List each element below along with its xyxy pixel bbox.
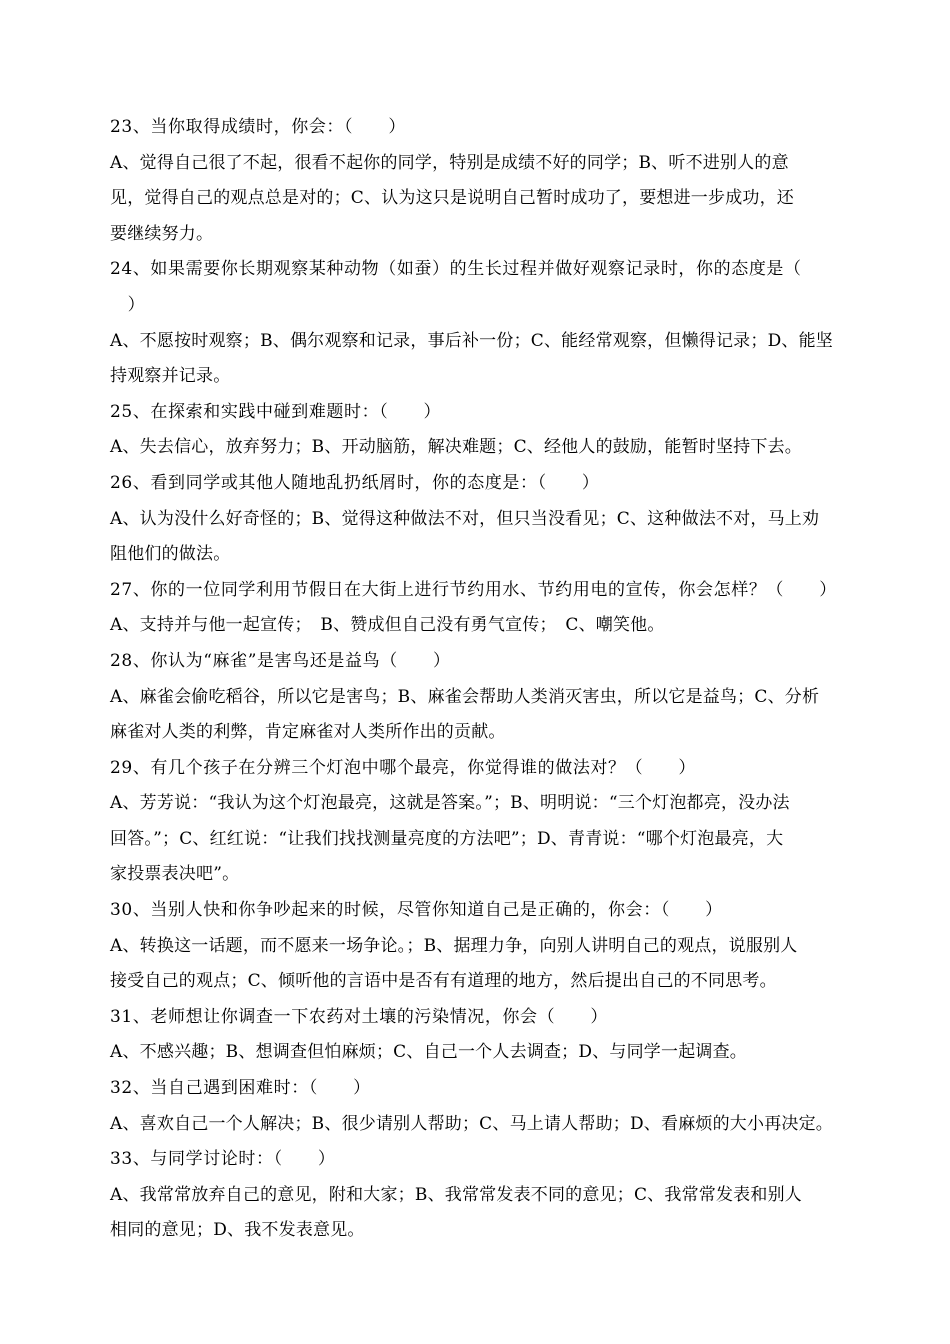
answer-options-line: A、不感兴趣；B、想调查但怕麻烦；C、自己一个人去调查；D、与同学一起调查。 xyxy=(110,1042,748,1063)
question-line: 25、在探索和实践中碰到难题时：（ ） xyxy=(110,401,442,422)
answer-options-line: 家投票表决吧”。 xyxy=(110,864,240,885)
answer-options-line: 持观察并记录。 xyxy=(110,366,231,387)
answer-options-line: 见，觉得自己的观点总是对的；C、认为这只是说明自己暂时成功了，要想进一步成功，还 xyxy=(110,188,795,209)
answer-options-line: A、喜欢自己一个人解决；B、很少请别人帮助；C、马上请人帮助；D、看麻烦的大小再决定。 xyxy=(110,1113,834,1134)
answer-options-line: A、转换这一话题，而不愿来一场争论。；B、据理力争，向别人讲明自己的观点，说服别人 xyxy=(110,935,798,956)
answer-options-line: 要继续努力。 xyxy=(110,223,214,244)
answer-options-line: 接受自己的观点；C、倾听他的言语中是否有有道理的地方，然后提出自己的不同思考。 xyxy=(110,971,777,992)
answer-options-line: A、芳芳说：“我认为这个灯泡最亮，这就是答案。”；B、明明说：“三个灯泡都亮，没办法 xyxy=(110,793,790,814)
answer-options-line: A、认为没什么好奇怪的；B、觉得这种做法不对，但只当没看见；C、这种做法不对，马上劝 xyxy=(110,508,820,529)
answer-options-line: A、支持并与他一起宣传； B、赞成但自己没有勇气宣传； C、嘲笑他。 xyxy=(110,615,665,636)
answer-options-line: 相同的意见；D、我不发表意见。 xyxy=(110,1220,365,1241)
answer-options-line: A、失去信心，放弃努力；B、开动脑筋，解决难题；C、经他人的鼓励，能暂时坚持下去。 xyxy=(110,437,802,458)
question-line: 23、当你取得成绩时，你会：（ ） xyxy=(110,117,406,137)
answer-options-line: 回答。”；C、红红说：“让我们找找测量亮度的方法吧”；D、青青说：“哪个灯泡最亮，大 xyxy=(110,828,784,849)
question-line: 26、看到同学或其他人随地乱扔纸屑时，你的态度是：（ ） xyxy=(110,472,600,493)
question-line: 27、你的一位同学利用节假日在大街上进行节约用水、节约用电的宣传，你会怎样？（ ） xyxy=(110,579,837,600)
question-line: 30、当别人快和你争吵起来的时候，尽管你知道自己是正确的，你会：（ ） xyxy=(110,900,723,921)
answer-options-line: A、麻雀会偷吃稻谷，所以它是害鸟；B、麻雀会帮助人类消灭害虫，所以它是益鸟；C、分析 xyxy=(110,686,820,707)
answer-options-line: A、我常常放弃自己的意见，附和大家；B、我常常发表不同的意见；C、我常常发表和别人 xyxy=(110,1184,802,1205)
answer-options-line: 麻雀对人类的利弊，肯定麻雀对人类所作出的贡献。 xyxy=(110,722,506,743)
question-line: 24、如果需要你长期观察某种动物（如蚕）的生长过程并做好观察记录时，你的态度是（ xyxy=(110,259,802,280)
question-line: 31、老师想让你调查一下农药对土壤的污染情况，你会（ ） xyxy=(110,1006,609,1027)
question-line: 29、有几个孩子在分辨三个灯泡中哪个最亮，你觉得谁的做法对？（ ） xyxy=(110,757,697,778)
question-line: 28、你认为“麻雀”是害鸟还是益鸟（ ） xyxy=(110,650,451,671)
question-line: ） xyxy=(110,294,146,315)
questionnaire-body xyxy=(110,110,850,1249)
answer-options-line: A、觉得自己很了不起，很看不起你的同学，特别是成绩不好的同学；B、听不进别人的意 xyxy=(110,152,789,173)
answer-options-line: 阻他们的做法。 xyxy=(110,544,231,565)
answer-options-line: A、不愿按时观察；B、偶尔观察和记录，事后补一份；C、能经常观察，但懒得记录；D、能坚 xyxy=(110,330,834,351)
question-line: 32、当自己遇到困难时：（ ） xyxy=(110,1078,371,1099)
question-line: 33、与同学讨论时：（ ） xyxy=(110,1149,336,1170)
